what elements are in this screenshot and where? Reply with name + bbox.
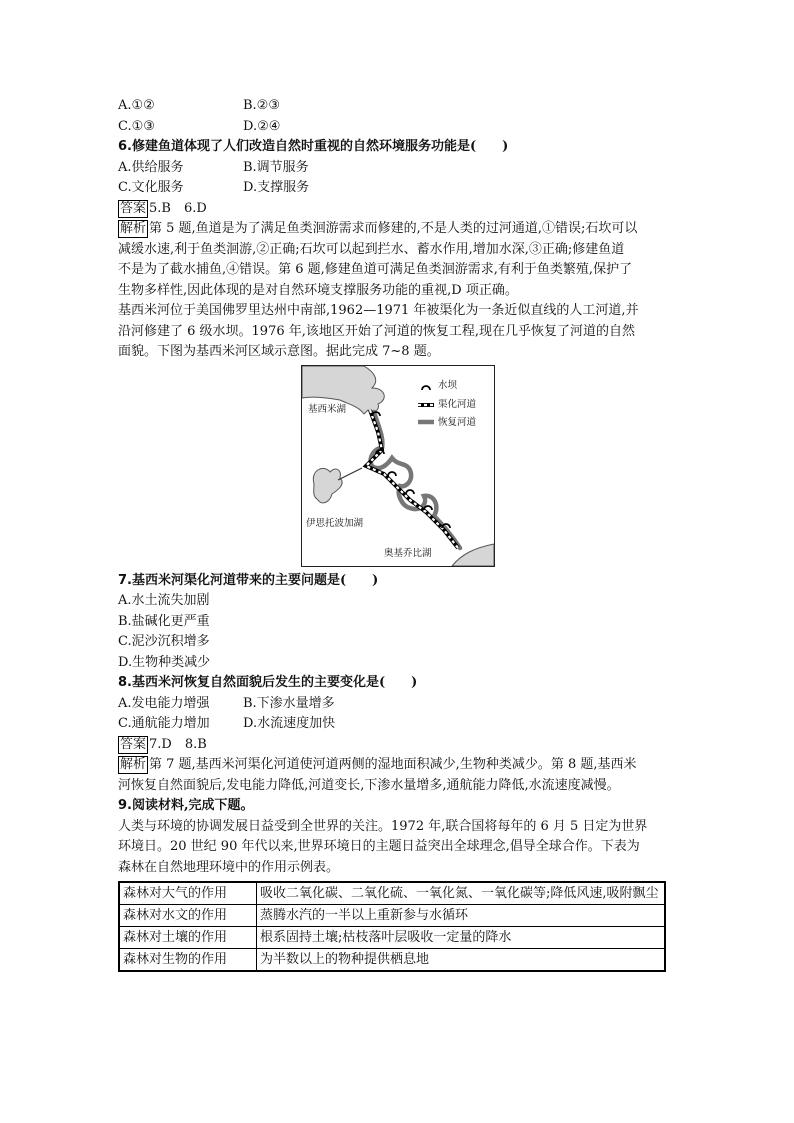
q7-option-a[interactable]: A.水土流失加剧 xyxy=(118,593,210,608)
q7-option-c[interactable]: C.泥沙沉积增多 xyxy=(118,634,210,649)
dam-4 xyxy=(406,490,414,494)
explanation-7-8-line1 xyxy=(118,755,678,776)
answer-text-2: 7.D 8.B xyxy=(149,736,207,752)
forest-role-table xyxy=(118,881,666,972)
explanation-tag: 解析 xyxy=(120,221,147,236)
answer-text: 5.B 6.D xyxy=(149,200,207,216)
table-row xyxy=(119,882,665,905)
q8-option-c[interactable]: C.通航能力增加 xyxy=(118,716,210,731)
table-cell-value: 吸收二氧化碳、二氧化硫、一氧化氮、一氧化碳等;降低风速,吸附飘尘 xyxy=(257,882,666,905)
table-row xyxy=(119,905,665,927)
table-cell-value: 蒸腾水汽的一半以上重新参与水循环 xyxy=(257,905,666,927)
lake-kissimmee-label: 基西米湖 xyxy=(308,403,347,415)
q6-text: 修建鱼道体现了人们改造自然时重视的自然环境服务功能是( ) xyxy=(131,139,509,154)
explanation-text-2: 第 7 题,基西米河渠化河道使河道两侧的湿地面积减少,生物种类减少。第 8 题,基西米 xyxy=(149,757,637,772)
q5-option-a[interactable]: A.①② xyxy=(118,98,155,113)
lake-istokpoga-label: 伊思托波加湖 xyxy=(306,517,364,529)
table-cell-key: 森林对大气的作用 xyxy=(119,882,257,905)
q5-option-c[interactable]: C.①③ xyxy=(118,118,155,134)
explanation-text: 第 5 题,鱼道是为了满足鱼类洄游需求而修建的,不是人类的过河通道,①错误;石坎可以 xyxy=(149,221,638,236)
q9-text: 阅读材料,完成下题。 xyxy=(131,798,254,813)
explanation-tag-2: 解析 xyxy=(120,757,147,772)
q8-option-a[interactable]: A.发电能力增强 xyxy=(118,695,210,711)
kissimmee-map-container xyxy=(118,365,678,567)
kissimmee-river-map xyxy=(301,365,495,567)
legend-dam-icon xyxy=(422,386,430,390)
legend-channel-label: 渠化河道 xyxy=(438,398,477,410)
answer-tag-2: 答案 xyxy=(120,736,147,752)
q6-option-d[interactable]: D.支撑服务 xyxy=(243,180,310,195)
q6-options-row2 xyxy=(118,178,678,199)
table-row xyxy=(119,949,665,972)
q8-option-d[interactable]: D.水流速度加快 xyxy=(243,716,336,731)
q6-option-b[interactable]: B.调节服务 xyxy=(243,159,309,175)
q8-options-row2 xyxy=(118,714,678,735)
document-page xyxy=(118,96,678,972)
explanation-5-6-line2: 减缓水速,利于鱼类洄游,②正确;石坎可以起到拦水、蓄水作用,增加水深,③正确;修建鱼道 xyxy=(118,241,625,257)
q8-option-b[interactable]: B.下渗水量增多 xyxy=(243,695,335,711)
q9-stem xyxy=(118,796,678,817)
table-cell-value: 根系固持土壤;枯枝落叶层吸收一定量的降水 xyxy=(257,927,666,949)
map-graphic xyxy=(302,366,494,566)
q8-stem xyxy=(118,673,678,694)
q6-option-c[interactable]: C.文化服务 xyxy=(118,180,184,195)
q5-options-row1 xyxy=(118,96,678,117)
q7-text: 基西米河渠化河道带来的主要问题是( ) xyxy=(131,572,379,588)
q8-text: 基西米河恢复自然面貌后发生的主要变化是( ) xyxy=(131,675,418,690)
istokpoga-outlet xyxy=(338,468,362,480)
table-cell-key: 森林对水文的作用 xyxy=(119,905,257,927)
q7-option-b[interactable]: B.盐碱化更严重 xyxy=(118,613,210,629)
explanation-5-6-line1 xyxy=(118,219,678,240)
restored-channel xyxy=(371,412,460,548)
answer-tag: 答案 xyxy=(120,200,147,216)
q8-options-row1 xyxy=(118,694,678,715)
answer-5-6 xyxy=(118,199,678,220)
q5-options-row2 xyxy=(118,117,678,138)
legend-dam-label: 水坝 xyxy=(438,379,458,391)
table-cell-value: 为半数以上的物种提供栖息地 xyxy=(257,949,666,972)
lake-istokpoga xyxy=(313,468,342,502)
legend-restored-label: 恢复河道 xyxy=(438,416,477,428)
intro-line2: 沿河修建了 6 级水坝。1976 年,该地区开始了河道的恢复工程,现在几乎恢复了河道的自然 xyxy=(118,323,636,339)
explanation-5-6-line4: 生物多样性,因此体现的是对自然环境支撑服务功能的重视,D 项正确。 xyxy=(118,282,518,298)
material-line1: 人类与环境的协调发展日益受到全世界的关注。1972 年,联合国将每年的 6 月 5 日定为世界 xyxy=(118,818,648,834)
table-row xyxy=(119,927,665,949)
q6-option-a[interactable]: A.供给服务 xyxy=(118,159,184,175)
table-cell-key: 森林对土壤的作用 xyxy=(119,927,257,949)
table-cell-key: 森林对生物的作用 xyxy=(119,949,257,972)
intro-line1: 基西米河位于美国佛罗里达州中南部,1962—1971 年被渠化为一条近似直线的人工河道,并 xyxy=(118,303,639,318)
q9-number: 9. xyxy=(118,798,132,813)
q5-option-d[interactable]: D.②④ xyxy=(243,118,281,134)
material-line3: 森林在自然地理环境中的作用示例表。 xyxy=(118,859,340,875)
lake-okeechobee-label: 奥基乔比湖 xyxy=(384,547,432,559)
q6-number: 6. xyxy=(118,139,132,154)
material-line2: 环境日。20 世纪 90 年代以来,世界环境日的主题日益突出全球理念,倡导全球合作。下表为 xyxy=(118,839,640,854)
explanation-5-6-line3: 不是为了截水捕鱼,④错误。第 6 题,修建鱼道可满足鱼类洄游需求,有利于鱼类繁殖,保护了 xyxy=(118,262,633,277)
q7-stem xyxy=(118,571,678,592)
q8-number: 8. xyxy=(118,675,132,690)
explanation-7-8-line2: 河恢复自然面貌后,发电能力降低,河道变长,下渗水量增多,通航能力降低,水流速度减慢。 xyxy=(118,777,620,793)
intro-line3: 面貌。下图为基西米河区域示意图。据此完成 7~8 题。 xyxy=(118,344,440,359)
q7-number: 7. xyxy=(118,572,132,588)
q5-option-b[interactable]: B.②③ xyxy=(243,98,280,113)
dam-3 xyxy=(388,472,396,476)
q6-options-row1 xyxy=(118,158,678,179)
q6-stem xyxy=(118,137,678,158)
answer-7-8 xyxy=(118,735,678,756)
q7-option-d[interactable]: D.生物种类减少 xyxy=(118,654,211,670)
